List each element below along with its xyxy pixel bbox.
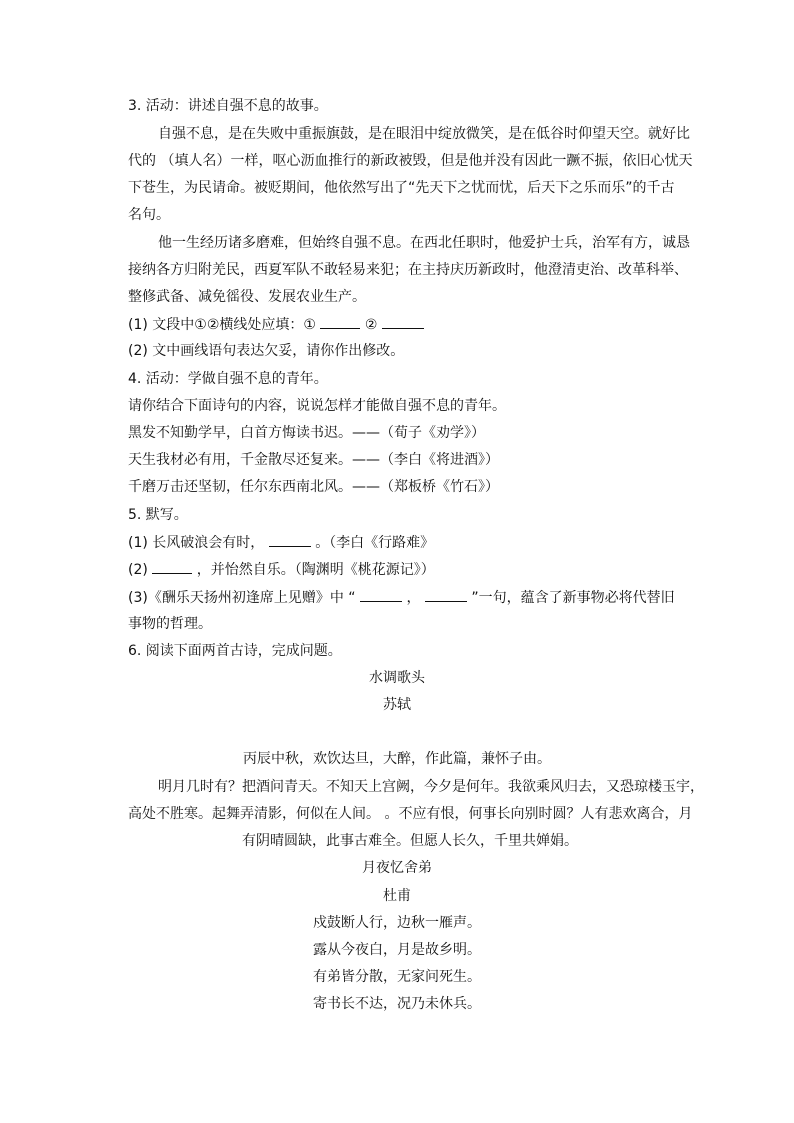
q5-sub3-mid: ， [406,590,421,606]
q3-sub1-mid: ② [364,317,378,333]
q3-blank-2[interactable] [382,314,424,329]
q5-sub1-prefix: (1) 长风破浪会有时， [128,535,265,551]
q5-sub1 [128,532,434,553]
q3-title: 3. 活动：讲述自强不息的故事。 [128,98,328,114]
q3-sub2: (2) 文中画线语句表达欠妥，请你作出修改。 [128,343,405,359]
q5-blank-2[interactable] [152,559,192,574]
q5-sub2-suffix: ，并怡然自乐。（陶渊明《桃花源记》） [196,562,435,578]
poem2-line-1: 戍鼓断人行，边秋一雁声。 [313,915,481,931]
q5-sub2-prefix: (2) [128,562,148,578]
q3-paragraph2-line1: 他一生经历诸多磨难，但始终自强不息。在西北任职时，他爱护士兵，治军有方，诚恳 [158,235,690,251]
poem1-line-3: 有阴晴圆缺，此事古难全。但愿人长久，千里共婵娟。 [242,833,578,849]
q3-blank-1[interactable] [320,314,360,329]
q3-paragraph2-line2: 接纳各方归附羌民，西夏军队不敢轻易来犯；在主持庆历新政时，他澄清吏治、改革科举、 [128,262,688,278]
q3-paragraph1-line3: 下苍生，为民请命。被贬期间，他依然写出了“先天下之忧而忧，后天下之乐而乐”的千古 [128,180,675,196]
q3-sub1-prefix: (1) 文段中①②横线处应填：① [128,317,316,333]
poem2-title: 月夜忆舍弟 [362,860,432,876]
q3-paragraph1-line2: 代的 （填人名）一样，呕心沥血推行的新政被毁，但是他并没有因此一蹶不振，依旧心忧天 [128,153,693,169]
q4-line-2: 天生我材必有用，千金散尽还复来。——（李白《将进酒》） [128,452,499,468]
poem2-line-3: 有弟皆分散，无家问死生。 [313,969,481,985]
q5-sub3-continued: 事物的哲理。 [128,616,212,632]
poem2-author: 杜甫 [383,888,411,904]
q3-paragraph1-line4: 名句。 [128,207,170,223]
poem2-line-2: 露从今夜白，月是故乡明。 [313,942,481,958]
q5-title: 5. 默写。 [128,507,188,523]
q3-sub1 [128,314,424,335]
q4-title: 4. 活动：学做自强不息的青年。 [128,371,328,387]
q4-prompt: 请你结合下面诗句的内容，说说怎样才能做自强不息的青年。 [128,398,506,414]
poem1-preface: 丙辰中秋，欢饮达旦，大醉，作此篇，兼怀子由。 [243,751,551,767]
poem2-line-4: 寄书长不达，况乃未休兵。 [313,996,481,1012]
q5-sub3-prefix: (3)《酬乐天扬州初逢席上见赠》中 “ [128,590,356,606]
poem1-author: 苏轼 [383,697,411,713]
q4-line-3: 千磨万击还坚韧，任尔东西南北风。——（郑板桥《竹石》） [128,479,499,495]
q3-paragraph2-line3: 整修武备、减免徭役、发展农业生产。 [128,289,366,305]
q3-paragraph1-line1: 自强不息，是在失败中重振旗鼓，是在眼泪中绽放微笑，是在低谷时仰望天空。就好比 [158,126,690,142]
poem1-line-2: 高处不胜寒。起舞弄清影，何似在人间。 。不应有恨，何事长向别时圆？人有悲欢离合，月 [128,806,693,822]
q5-blank-3[interactable] [360,587,402,602]
poem1-title: 水调歌头 [369,670,425,686]
q4-line-1: 黑发不知勤学早，白首方悔读书迟。——（荀子《劝学》） [128,425,485,441]
q5-sub3 [128,587,675,608]
q5-blank-4[interactable] [425,587,467,602]
q5-sub1-suffix: 。（李白《行路难》 [315,535,435,551]
q5-sub3-suffix: ”一句，蕴含了新事物必将代替旧 [471,590,675,606]
q5-sub2 [128,559,435,580]
poem1-line-1: 明月几时有？把酒问青天。不知天上宫阙，今夕是何年。我欲乘风归去，又恐琼楼玉宇， [158,779,704,795]
q6-title: 6. 阅读下面两首古诗，完成问题。 [128,643,342,659]
q5-blank-1[interactable] [269,532,311,547]
